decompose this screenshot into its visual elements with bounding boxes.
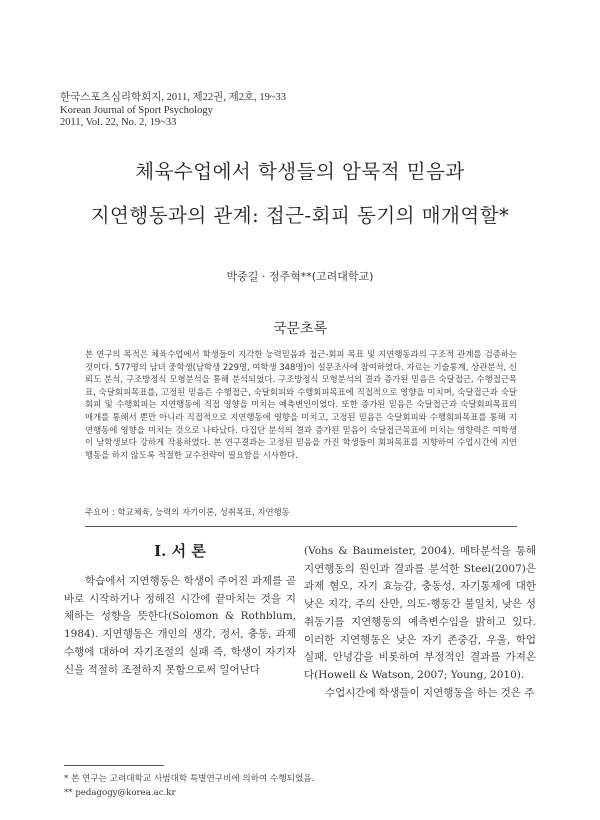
body-column-right	[304, 543, 536, 702]
footnote-funding: * 본 연구는 고려대학교 사범대학 특별연구비에 의하여 수행되었음.	[64, 774, 315, 784]
body-paragraph: 수업시간에 학생들이 지연행동을 하는 것은 주	[325, 686, 535, 699]
journal-english-citation: 2011, Vol. 22, No. 2, 19~33	[60, 117, 177, 128]
abstract-divider	[85, 526, 517, 527]
paper-title-line-2: 지연행동과의 관계: 접근-회피 동기의 매개역할*	[90, 204, 510, 227]
keywords: 주요어 : 학교체육, 능력의 자기이론, 성취목표, 지연행동	[85, 507, 290, 517]
footnote-email: ** pedagogy@korea.ac.kr	[64, 788, 176, 798]
journal-english-name: Korean Journal of Sport Psychology	[60, 104, 213, 116]
footnotes	[64, 772, 534, 800]
footnote-divider	[64, 765, 164, 766]
abstract-heading: 국문초록	[272, 321, 328, 337]
body-paragraph: (Vohs & Baumeister, 2004). 메타분석을 통해 지연행동의 원인과 결과를 분석한 Steel(2007)은 과제 혐오, 자기 효능감, 충동성, 자기통제에 대한 낮은 지각, 주의 산만, 의도-행동간 불일치, 낮은 성취동기를 지연행동의 예측변수임을 밝히고 있다. 이러한 지연행동은 낮은 자기 존중감, 우울, 학업 실패, 안녕감을 비롯하여 부정적인 결과를 가져온다(Howell & Watson, 2007; Young, 2010).	[304, 545, 536, 681]
body-paragraph: 학습에서 지연행동은 학생이 주어진 과제를 곧바로 시작하거나 정해진 시간에 끝마치는 것을 지체하는 성향을 뜻한다(Solomon & Rothblum, 1984). 지연행동은 개인의 생각, 정서, 충동, 과제수행에 대하여 자기조절의 실패 즉, 학생이 자기자신을 적절히 조절하지 못함으로써 일어난다	[64, 575, 296, 676]
paper-title	[40, 150, 560, 238]
body-column-left	[64, 573, 296, 679]
journal-header	[60, 92, 420, 130]
author-line: 박중길 · 정주혁**(고려대학교)	[226, 270, 374, 283]
section-heading-introduction: I. 서 론	[154, 542, 206, 560]
paper-title-line-1: 체육수업에서 학생들의 암묵적 믿음과	[135, 160, 465, 183]
journal-korean-citation: 한국스포츠심리학회지, 2011, 제22권, 제2호, 19~33	[60, 92, 287, 103]
abstract-text: 본 연구의 목적은 체육수업에서 학생들이 지각한 능력믿음과 접근-회피 목표 및 지연행동과의 구조적 관계를 검증하는 것이다. 577명의 남녀 중학생(남학생 229명, 여학생 348명)이 설문조사에 참여하였다. 자료는 기술통계, 상관분석, 신뢰도 분석, 구조방정식 모형분석을 통해 분석되었다. 구조방정식 모형분석의 결과 증가된 믿음은 숙달접근, 수행접근목표, 숙달회피목표를, 고정된 믿음은 수행접근, 숙달회피와 수행회피목표에 직접적으로 영향을 미치며, 숙달접근과 숙달회피 및 수행회피는 지연행동에 직접 영향을 미치는 예측변인이었다. 또한 증가된 믿음은 숙달접근과 숙달회피목표의 매개를 통해서 뿐만 아니라 직접적으로 지연행동에 영향을 미치고, 고정된 믿음은 숙달회피와 수행회피목표를 통해 지연행동에 영향을 미치는 것으로 나타났다. 다집단 분석의 결과 증가된 믿음이 숙달접근목표에 미치는 영향력은 여학생이 남학생보다 강하게 작용하였다. 본 연구결과는 고정된 믿음을 가진 학생들이 회피목표를 지향하여 수업시간에 지연행동을 하지 않도록 적절한 교수전략이 필요함을 시사한다.	[85, 349, 517, 460]
